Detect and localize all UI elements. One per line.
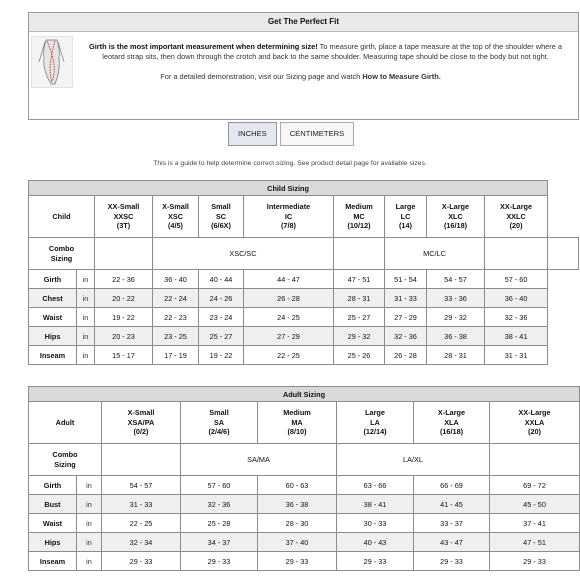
measurement-cell: 31 - 33 [385,289,427,308]
measurement-cell: 32 - 34 [102,533,181,552]
child-row-inseam [29,346,579,365]
child-size-header: Small SC (6/6X) [199,196,244,238]
row-label: Hips [29,327,77,346]
row-label: Girth [29,270,77,289]
unit-cell: in [77,552,102,571]
adult-size-header: Large LA (12/14) [337,402,414,444]
measurement-cell: 32 - 36 [385,327,427,346]
measurement-cell: 28 - 31 [334,289,385,308]
unit-cell: in [77,327,95,346]
measurement-cell: 17 - 19 [153,346,199,365]
measurement-cell: 20 - 23 [95,327,153,346]
measurement-cell: 29 - 33 [181,552,258,571]
row-label: Inseam [29,346,77,365]
child-combo-cell: XSC/SC [153,238,334,270]
adult-table-caption: Adult Sizing [29,387,580,402]
adult-size-header: Medium MA (8/10) [258,402,337,444]
girth-emphasis: Girth is the most important measurement when determining size! [88,42,318,51]
measurement-cell: 38 - 41 [337,495,414,514]
adult-combo-label: Combo Sizing [29,444,102,476]
row-label: Hips [29,533,77,552]
adult-corner-label: Adult [29,402,102,444]
measurement-cell: 25 - 27 [199,327,244,346]
measurement-cell: 45 - 50 [490,495,580,514]
child-combo-cell: MC/LC [385,238,485,270]
measurement-cell: 26 - 28 [244,289,334,308]
measurement-cell: 29 - 33 [490,552,580,571]
adult-combo-cell: LA/XL [337,444,490,476]
adult-row-inseam [29,552,580,571]
child-size-header: Medium MC (10/12) [334,196,385,238]
adult-size-header: Small SA (2/4/6) [181,402,258,444]
measurement-cell: 54 - 57 [102,476,181,495]
adult-measure-rows [29,476,580,571]
row-label: Waist [29,308,77,327]
row-label: Bust [29,495,77,514]
child-combo-label: Combo Sizing [29,238,95,270]
measurement-cell: 23 - 25 [153,327,199,346]
child-combo-cell [548,238,579,270]
measurement-cell: 27 - 29 [385,308,427,327]
child-corner-label: Child [29,196,95,238]
measurement-cell: 36 - 38 [258,495,337,514]
leotard-measure-illustration [31,36,73,88]
unit-cell: in [77,308,95,327]
measurement-cell: 40 - 44 [199,270,244,289]
how-to-measure-link[interactable]: How to Measure Girth. [362,72,441,81]
measurement-cell: 32 - 36 [485,308,548,327]
inches-button[interactable]: INCHES [228,122,277,146]
measurement-cell: 57 - 60 [485,270,548,289]
measurement-cell: 51 - 54 [385,270,427,289]
child-row-girth [29,270,579,289]
measurement-cell: 38 - 41 [485,327,548,346]
measurement-cell: 34 - 37 [181,533,258,552]
girth-instructions-rest: To measure girth, place a tape measure at the top of the shoulder where a leotard strap sits, then down through the crotch and back to the same shoulder. Measuring tape should be close to the body but not tight. [102,42,563,61]
measurement-cell: 40 - 43 [337,533,414,552]
unit-cell: in [77,346,95,365]
measurement-cell: 27 - 29 [244,327,334,346]
child-size-header: Large LC (14) [385,196,427,238]
sizing-guide-note: This is a guide to help determine correct sizing. See product detail page for available sizes. [153,160,427,167]
child-size-header: XX-Large XXLC (20) [485,196,548,238]
child-row-chest [29,289,579,308]
measurement-cell: 24 - 26 [199,289,244,308]
adult-size-table [28,386,580,571]
child-combo-cell [485,238,548,270]
measurement-cell: 43 - 47 [414,533,490,552]
unit-cell: in [77,514,102,533]
measurement-cell: 29 - 33 [258,552,337,571]
measurement-cell: 57 - 60 [181,476,258,495]
measurement-cell: 36 - 40 [153,270,199,289]
measurement-cell: 33 - 37 [414,514,490,533]
measurement-cell: 20 - 22 [95,289,153,308]
measurement-cell: 25 - 28 [181,514,258,533]
measurement-cell: 22 - 36 [95,270,153,289]
measurement-cell: 26 - 28 [385,346,427,365]
fit-title: Get The Perfect Fit [29,13,578,32]
measurement-cell: 23 - 24 [199,308,244,327]
measurement-cell: 32 - 36 [181,495,258,514]
unit-cell: in [77,533,102,552]
measurement-cell: 29 - 32 [427,308,485,327]
unit-cell: in [77,270,95,289]
adult-row-waist [29,514,580,533]
unit-cell: in [77,476,102,495]
measurement-cell: 47 - 51 [490,533,580,552]
unit-toggle [228,122,354,146]
fit-body [29,32,578,81]
measurement-cell: 66 - 69 [414,476,490,495]
measurement-cell: 41 - 45 [414,495,490,514]
demo-line [29,72,572,81]
child-measure-rows [29,270,579,365]
measurement-cell: 33 - 36 [427,289,485,308]
adult-size-header: X-Small XSA/PA (0/2) [102,402,181,444]
demo-prefix: For a detailed demonstration, visit our Sizing page and watch [160,72,363,81]
measurement-cell: 28 - 31 [427,346,485,365]
measurement-cell: 31 - 33 [102,495,181,514]
measurement-cell: 25 - 27 [334,308,385,327]
measurement-cell: 29 - 33 [102,552,181,571]
child-size-header: XX-Small XXSC (3T) [95,196,153,238]
measurement-cell: 36 - 38 [427,327,485,346]
measurement-cell: 28 - 30 [258,514,337,533]
measurement-cell: 22 - 25 [244,346,334,365]
unit-cell: in [77,289,95,308]
adult-combo-cell: SA/MA [181,444,337,476]
child-combo-cell [334,238,385,270]
child-size-header: X-Small XSC (4/5) [153,196,199,238]
child-table-caption: Child Sizing [29,181,548,196]
child-size-table [28,180,579,365]
measurement-cell: 29 - 33 [414,552,490,571]
measurement-cell: 31 - 31 [485,346,548,365]
measurement-cell: 36 - 40 [485,289,548,308]
measurement-cell: 60 - 63 [258,476,337,495]
child-size-header: Intermediate IC (7/8) [244,196,334,238]
measurement-cell: 25 - 26 [334,346,385,365]
row-label: Chest [29,289,77,308]
adult-row-bust [29,495,580,514]
measurement-cell: 29 - 32 [334,327,385,346]
measurement-cell: 37 - 40 [258,533,337,552]
measurement-cell: 69 - 72 [490,476,580,495]
adult-combo-cell [102,444,181,476]
girth-instructions [79,42,572,62]
child-combo-cell [95,238,153,270]
measurement-cell: 30 - 33 [337,514,414,533]
row-label: Waist [29,514,77,533]
measurement-cell: 19 - 22 [199,346,244,365]
adult-size-header: XX-Large XXLA (20) [490,402,580,444]
fit-info-box [28,12,579,120]
row-label: Girth [29,476,77,495]
measurement-cell: 19 - 22 [95,308,153,327]
child-row-waist [29,308,579,327]
child-size-header: X-Large XLC (16/18) [427,196,485,238]
adult-combo-cell [490,444,580,476]
row-label: Inseam [29,552,77,571]
unit-cell: in [77,495,102,514]
measurement-cell: 22 - 24 [153,289,199,308]
measurement-cell: 22 - 25 [102,514,181,533]
measurement-cell: 24 - 25 [244,308,334,327]
adult-size-header: X-Large XLA (16/18) [414,402,490,444]
child-row-hips [29,327,579,346]
measurement-cell: 47 - 51 [334,270,385,289]
measurement-cell: 37 - 41 [490,514,580,533]
measurement-cell: 22 - 23 [153,308,199,327]
measurement-cell: 29 - 33 [337,552,414,571]
adult-row-girth [29,476,580,495]
adult-row-hips [29,533,580,552]
measurement-cell: 63 - 66 [337,476,414,495]
measurement-cell: 44 - 47 [244,270,334,289]
measurement-cell: 15 - 17 [95,346,153,365]
centimeters-button[interactable]: CENTIMETERS [280,122,354,146]
measurement-cell: 54 - 57 [427,270,485,289]
